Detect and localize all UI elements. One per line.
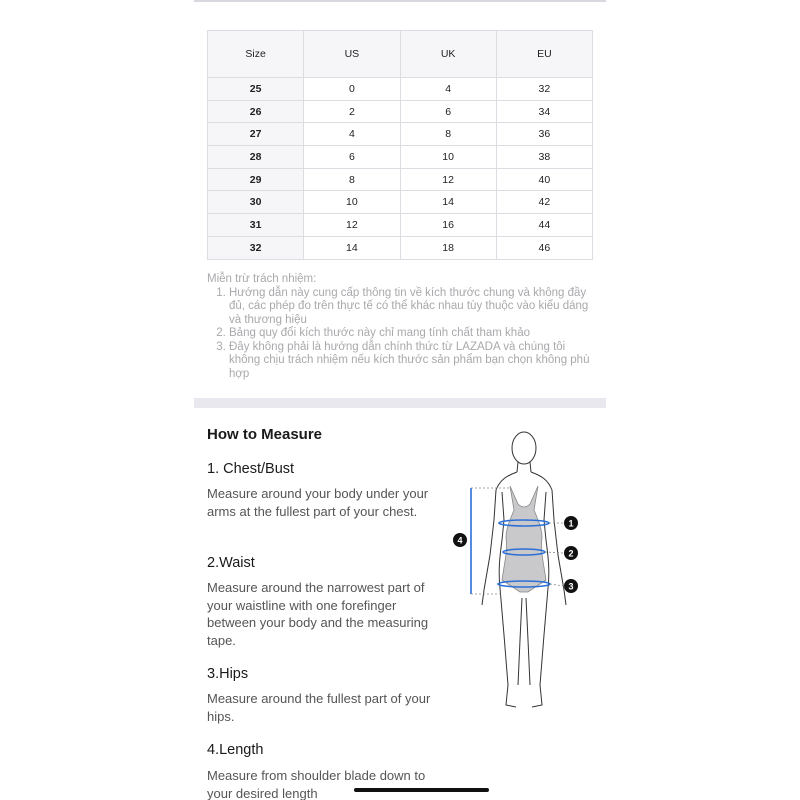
step-length-heading: 4.Length [207, 742, 264, 758]
step-waist-text: Measure around the narrowest part of your waistline with one forefinger between your body and the measuring tape. [207, 580, 429, 648]
us-cell: 4 [304, 123, 400, 146]
us-cell: 0 [304, 78, 400, 101]
table-row [208, 78, 593, 101]
disclaimer [207, 273, 593, 381]
size-cell: 28 [208, 146, 304, 169]
us-cell: 12 [304, 214, 400, 237]
table-row [208, 168, 593, 191]
step-chest-text: Measure around your body under your arms at the fullest part of your chest. [207, 486, 429, 519]
uk-cell: 18 [400, 236, 496, 259]
size-cell: 25 [208, 78, 304, 101]
marker-waist-label: 2 [568, 548, 574, 559]
figure-swimsuit [502, 486, 546, 592]
table-row [208, 191, 593, 214]
size-guide-page [194, 0, 606, 800]
marker-chest [564, 516, 578, 530]
figure-left-leg [500, 588, 516, 707]
home-indicator[interactable] [354, 788, 489, 792]
us-cell: 10 [304, 191, 400, 214]
us-cell: 2 [304, 100, 400, 123]
uk-cell: 6 [400, 100, 496, 123]
step-hips-text: Measure around the fullest part of your hips. [207, 691, 431, 724]
header-us: US [304, 31, 400, 78]
table-row [208, 236, 593, 259]
eu-cell: 34 [496, 100, 592, 123]
top-divider [194, 0, 606, 2]
eu-cell: 42 [496, 191, 592, 214]
table-row [208, 214, 593, 237]
marker-length [453, 533, 467, 547]
header-eu: EU [496, 31, 592, 78]
eu-cell: 38 [496, 146, 592, 169]
disclaimer-item: 2. Bảng quy đổi kích thước này chỉ mang tính chất tham khảo [229, 327, 593, 341]
uk-cell: 16 [400, 214, 496, 237]
size-cell: 32 [208, 236, 304, 259]
disclaimer-item: 3. Đây không phải là hướng dẫn chính thức từ LAZADA và chúng tôi không chịu trách nhiệm nếu kích thước sản phẩm bạn chọn không phù hợp [229, 341, 593, 382]
how-to-measure-title: How to Measure [207, 426, 323, 443]
eu-cell: 32 [496, 78, 592, 101]
body-measurement-figure [444, 420, 594, 720]
disclaimer-title: Miễn trừ trách nhiệm: [207, 273, 317, 285]
section-divider [194, 398, 606, 408]
size-cell: 30 [208, 191, 304, 214]
step-hips-heading: 3.Hips [207, 666, 249, 682]
disclaimer-item: 1. Hướng dẫn này cung cấp thông tin về kích thước chung và không đầy đủ, các phép đo trên thực tế có thể khác nhau tùy thuộc vào kiểu dáng và thương hiệu [229, 287, 593, 328]
marker-length-label: 4 [457, 535, 463, 546]
size-conversion-table [207, 30, 593, 260]
uk-cell: 4 [400, 78, 496, 101]
size-cell: 26 [208, 100, 304, 123]
uk-cell: 10 [400, 146, 496, 169]
step-chest-heading: 1. Chest/Bust [207, 461, 295, 477]
figure-right-leg [532, 588, 548, 707]
table-row [208, 146, 593, 169]
marker-chest-label: 1 [568, 518, 574, 529]
table-row [208, 100, 593, 123]
eu-cell: 44 [496, 214, 592, 237]
step-length-text: Measure from shoulder blade down to your desired length [207, 768, 426, 800]
us-cell: 8 [304, 168, 400, 191]
size-cell: 27 [208, 123, 304, 146]
size-cell: 31 [208, 214, 304, 237]
figure-head [512, 432, 536, 464]
step-waist-heading: 2.Waist [207, 555, 255, 571]
eu-cell: 36 [496, 123, 592, 146]
size-cell: 29 [208, 168, 304, 191]
hips-leader [550, 584, 564, 586]
header-uk: UK [400, 31, 496, 78]
uk-cell: 14 [400, 191, 496, 214]
marker-hips-label: 3 [568, 581, 574, 592]
eu-cell: 46 [496, 236, 592, 259]
marker-waist [564, 546, 578, 560]
us-cell: 6 [304, 146, 400, 169]
header-size: Size [208, 31, 304, 78]
figure-inner-legs [518, 598, 530, 685]
uk-cell: 8 [400, 123, 496, 146]
eu-cell: 40 [496, 168, 592, 191]
table-row [208, 123, 593, 146]
marker-hips [564, 579, 578, 593]
us-cell: 14 [304, 236, 400, 259]
disclaimer-list [229, 287, 593, 382]
uk-cell: 12 [400, 168, 496, 191]
table-header-row [208, 31, 593, 78]
